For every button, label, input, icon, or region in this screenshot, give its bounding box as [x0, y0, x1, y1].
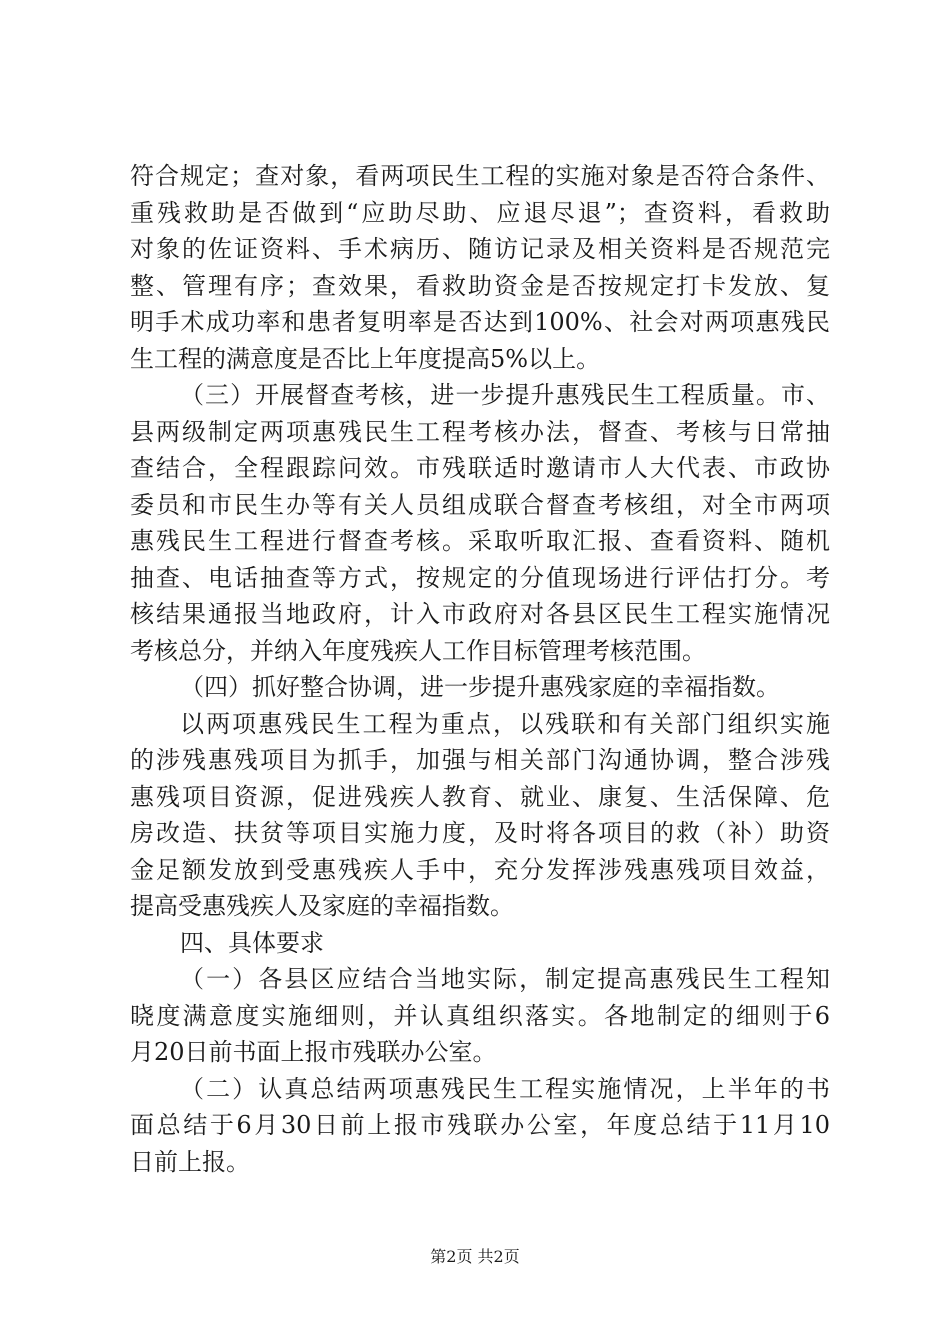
text-line: 月20日前书面上报市残联办公室。: [130, 1038, 497, 1066]
document-body: [130, 158, 830, 1180]
text-line: 惠残民生工程进行督查考核。采取听取汇报、查看资料、随机: [130, 527, 830, 555]
section-heading-3: （三）开展督查考核，进一步提升惠残民生工程质量。市、: [180, 381, 830, 409]
page-footer: 第2页 共2页: [430, 1247, 520, 1266]
section-heading-requirements: 四、具体要求: [180, 928, 324, 957]
text-line: 整、管理有序；查效果，看救助资金是否按规定打卡发放、复: [130, 271, 830, 300]
text-line: 面总结于6月30日前上报市残联办公室，年度总结于11月10: [130, 1111, 830, 1139]
text-line: 金足额发放到受惠残疾人手中，充分发挥涉残惠残项目效益，: [130, 855, 830, 884]
text-line: 日前上报。: [130, 1147, 250, 1176]
text-line: 符合规定；查对象，看两项民生工程的实施对象是否符合条件、: [130, 162, 830, 190]
text-line: 房改造、扶贫等项目实施力度，及时将各项目的救（补）助资: [130, 819, 830, 847]
text-line: 提高受惠残疾人及家庭的幸福指数。: [130, 892, 514, 920]
text-line: （二）认真总结两项惠残民生工程实施情况，上半年的书: [180, 1074, 830, 1103]
text-line: 生工程的满意度是否比上年度提高5%以上。: [130, 344, 601, 373]
text-line: 明手术成功率和患者复明率是否达到100%、社会对两项惠残民: [130, 308, 830, 336]
text-line: 县两级制定两项惠残民生工程考核办法，督查、考核与日常抽: [130, 417, 830, 446]
text-line: 重残救助是否做到“应助尽助、应退尽退”；查资料，看救助: [130, 198, 830, 227]
text-line: 惠残项目资源，促进残疾人教育、就业、康复、生活保障、危: [130, 782, 830, 811]
text-line: 对象的佐证资料、手术病历、随访记录及相关资料是否规范完: [130, 235, 830, 263]
text-line: 晓度满意度实施细则，并认真组织落实。各地制定的细则于6: [130, 1001, 830, 1030]
text-line: 委员和市民生办等有关人员组成联合督查考核组，对全市两项: [130, 490, 830, 519]
text-line: 考核总分，并纳入年度残疾人工作目标管理考核范围。: [130, 636, 706, 665]
section-heading-4: （四）抓好整合协调，进一步提升惠残家庭的幸福指数。: [180, 673, 780, 701]
text-line: （一）各县区应结合当地实际，制定提高惠残民生工程知: [180, 965, 830, 993]
text-line: 查结合，全程跟踪问效。市残联适时邀请市人大代表、市政协: [130, 454, 830, 482]
text-line: 核结果通报当地政府，计入市政府对各县区民生工程实施情况: [130, 600, 830, 628]
text-line: 以两项惠残民生工程为重点，以残联和有关部门组织实施: [180, 709, 830, 738]
text-line: 抽查、电话抽查等方式，按规定的分值现场进行评估打分。考: [130, 563, 830, 592]
text-line: 的涉残惠残项目为抓手，加强与相关部门沟通协调，整合涉残: [130, 746, 830, 774]
